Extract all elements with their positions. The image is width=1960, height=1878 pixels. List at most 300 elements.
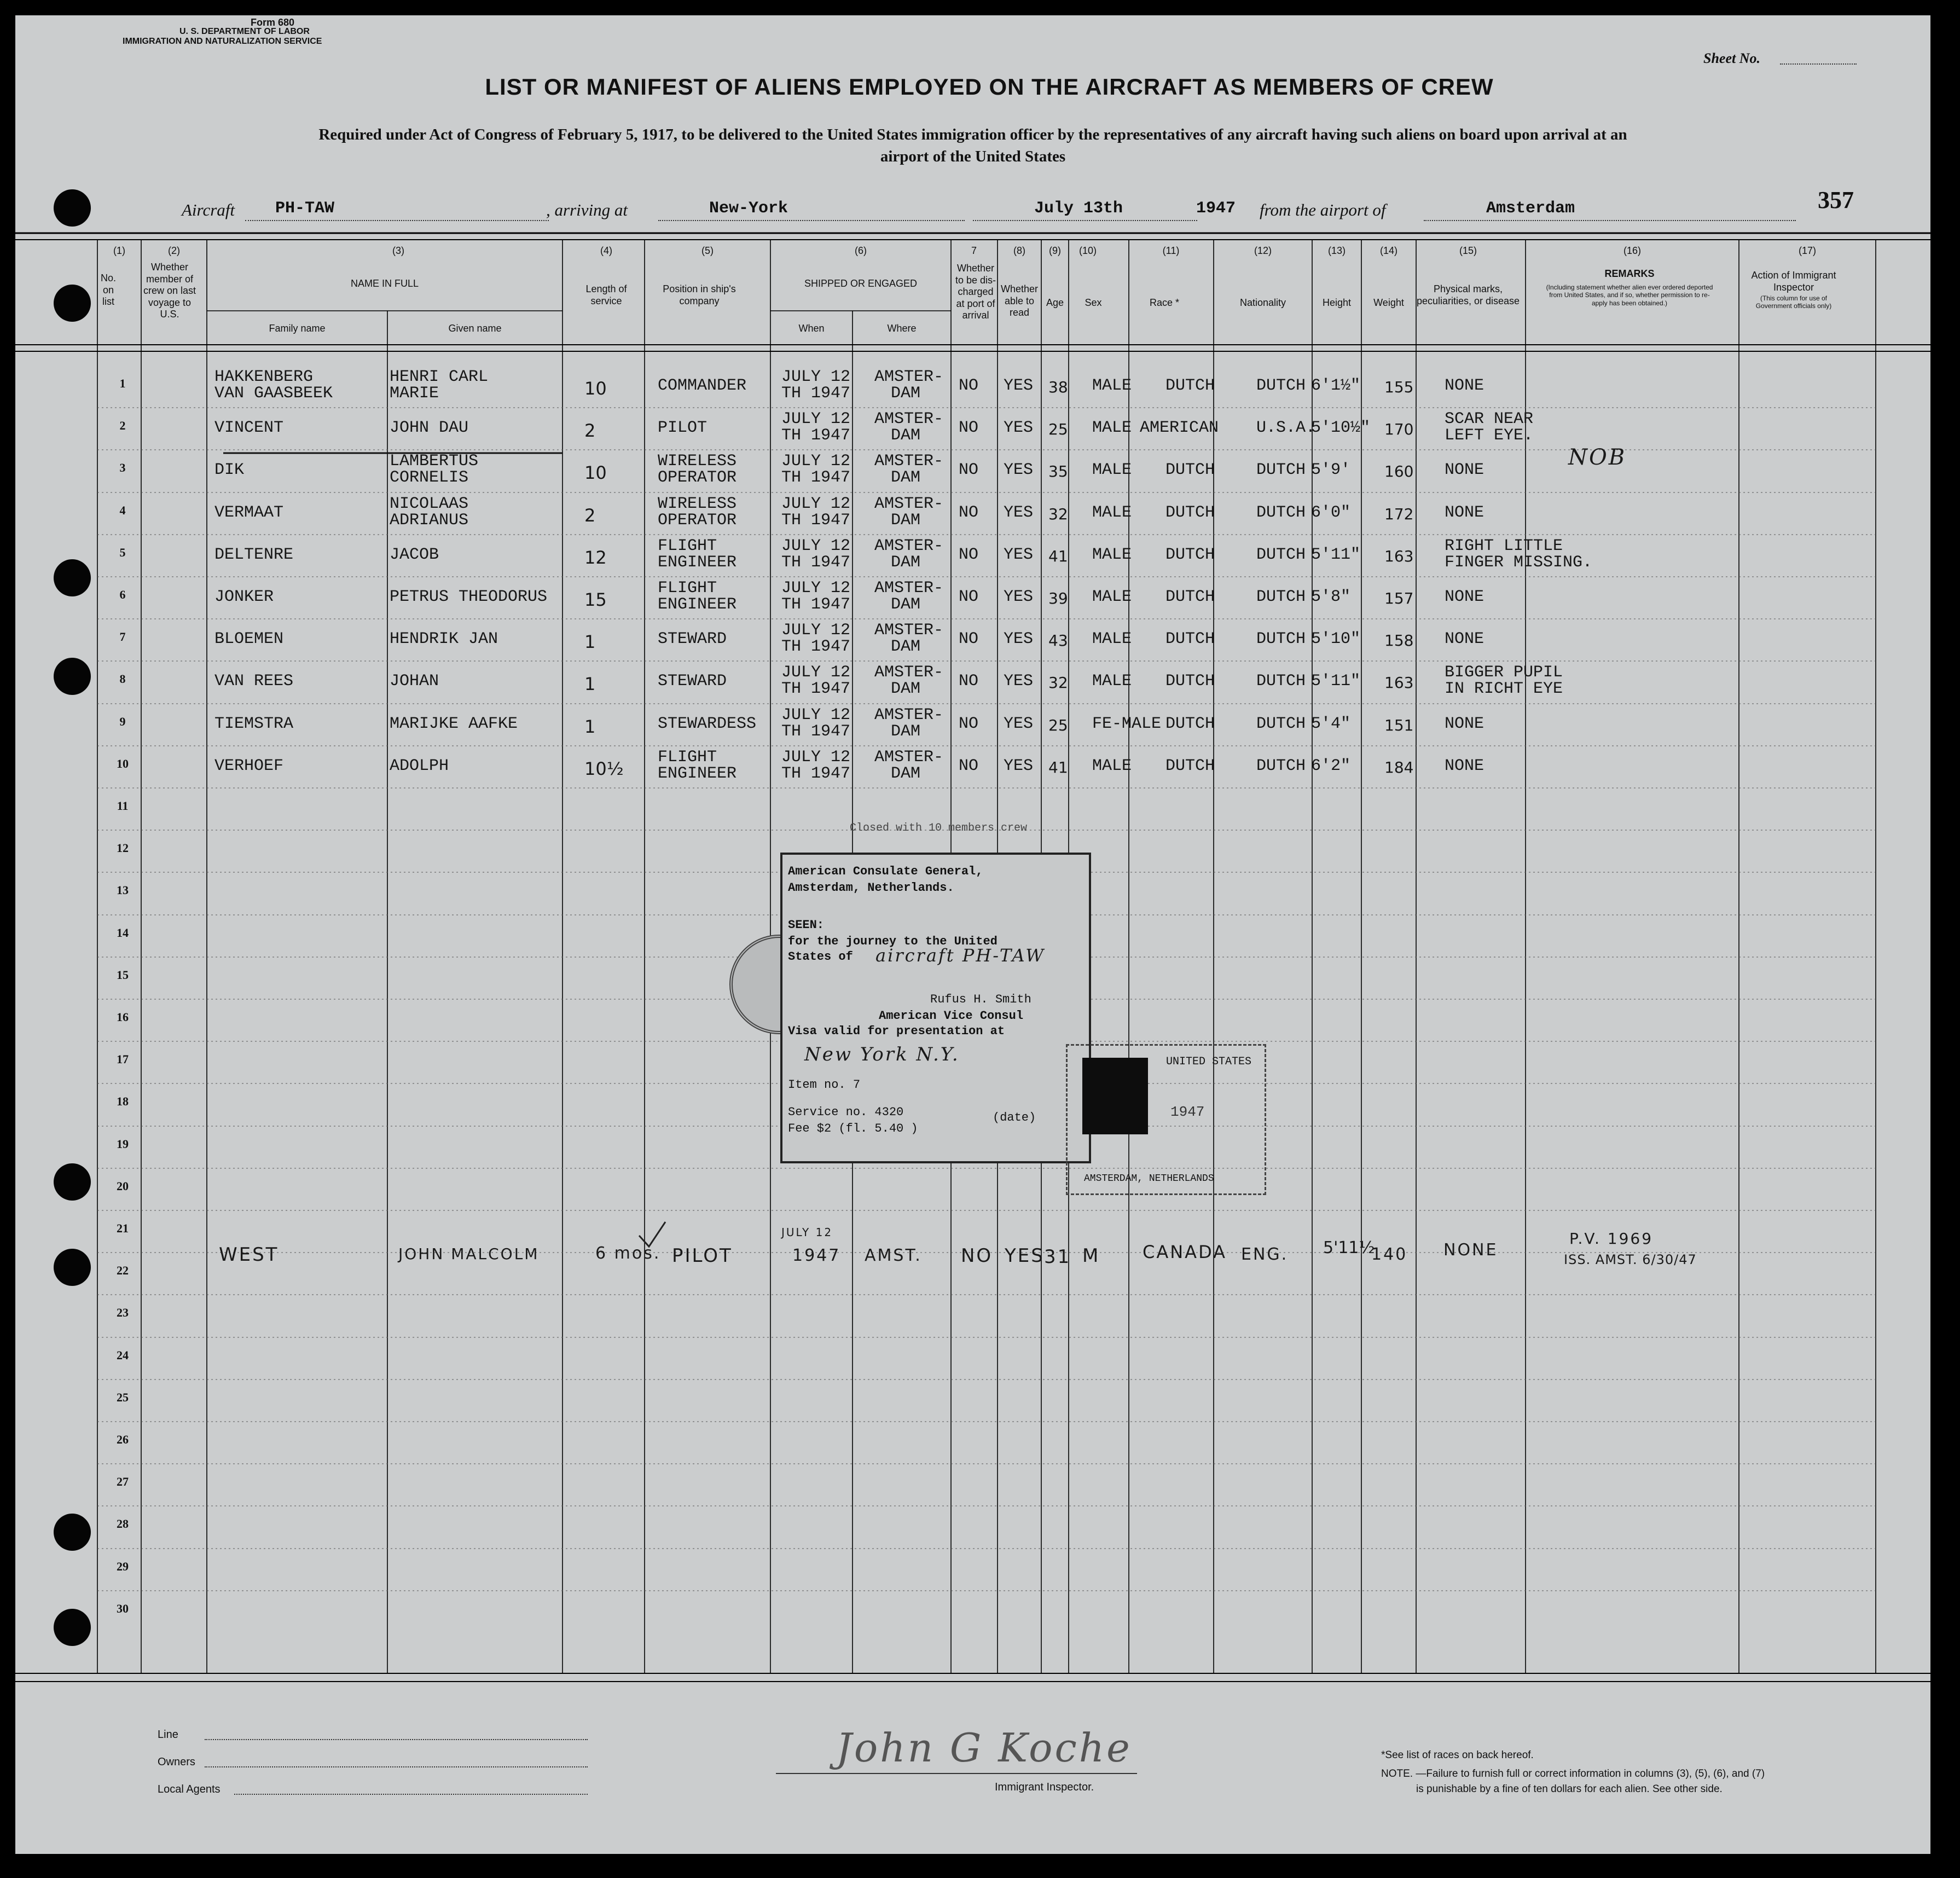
given-name: CORNELIS (390, 468, 469, 487)
line-number: 4 (119, 503, 126, 517)
line-number: 1 (119, 376, 126, 390)
family-name: VAN GAASBEEK (214, 384, 333, 403)
sex: MALE (1092, 419, 1132, 437)
stamp-aircraft-hand: aircraft PH-TAW (875, 945, 1046, 966)
shipped-when: JULY 12 (781, 368, 851, 386)
shipped-where: DAM (891, 468, 921, 487)
age: 25 (1048, 420, 1068, 438)
physical-marks: NONE (1445, 461, 1485, 479)
hand-weight: 140 (1371, 1245, 1408, 1264)
hand-read: YES (1005, 1245, 1045, 1267)
shipped-where: AMSTER- (874, 748, 944, 767)
nationality: DUTCH (1256, 376, 1306, 395)
weight: 160 (1384, 462, 1414, 480)
sex: MALE (1092, 376, 1132, 395)
nationality: DUTCH (1256, 715, 1306, 733)
sex: MALE (1092, 461, 1132, 479)
shipped-when: TH 1947 (781, 680, 851, 698)
length-of-service: 1 (584, 674, 596, 694)
form-title: LIST OR MANIFEST OF ALIENS EMPLOYED ON THE AIRCRAFT AS MEMBERS OF CREW (485, 74, 1494, 100)
given-name: JOHAN (390, 672, 439, 691)
sex: MALE (1092, 503, 1132, 522)
column-number: (9) (1049, 245, 1061, 256)
height: 5'10½" (1311, 419, 1371, 437)
physical-marks: LEFT EYE. (1445, 426, 1534, 445)
able-to-read: YES (1004, 546, 1034, 564)
hdr-when: When (798, 323, 825, 334)
given-name: JACOB (390, 546, 439, 564)
hdr-race: Race * (1149, 297, 1180, 308)
hand-when-2: 1947 (792, 1246, 841, 1265)
weight: 157 (1384, 589, 1414, 607)
shipped-when: TH 1947 (781, 595, 851, 614)
line-number: 19 (117, 1137, 129, 1151)
family-name: VERMAAT (214, 503, 284, 522)
physical-marks: NONE (1445, 715, 1485, 733)
height: 5'10" (1311, 630, 1361, 648)
age: 32 (1048, 505, 1068, 523)
shipped-where: AMSTER- (874, 579, 944, 598)
weight: 155 (1384, 378, 1414, 396)
hdr-shipped: SHIPPED OR ENGAGED (804, 278, 918, 289)
position: WIRELESS (658, 495, 737, 513)
length-of-service: 10½ (584, 758, 624, 779)
column-number: 7 (971, 245, 977, 256)
stamp-visa: Visa valid for presentation at (788, 1024, 1005, 1038)
manifest-sheet (15, 15, 1930, 1854)
position: ENGINEER (658, 595, 737, 614)
discharged: NO (959, 461, 979, 479)
given-name: ADOLPH (390, 757, 449, 775)
age: 35 (1048, 462, 1068, 480)
hand-position: PILOT (672, 1245, 733, 1267)
aircraft-value: PH-TAW (275, 199, 335, 218)
line-number: 20 (117, 1179, 129, 1193)
footer-owners-label: Owners (158, 1756, 195, 1768)
position: STEWARD (658, 630, 727, 648)
able-to-read: YES (1004, 376, 1034, 395)
position: FLIGHT (658, 537, 717, 555)
discharged: NO (959, 546, 979, 564)
discharged: NO (959, 672, 979, 691)
shipped-where: AMSTER- (874, 495, 944, 513)
stamp-journey: for the journey to the United (788, 935, 998, 948)
race: DUTCH (1165, 503, 1215, 522)
line-number: 5 (119, 546, 126, 559)
sex: FE-MALE (1092, 715, 1162, 733)
family-name: DIK (214, 461, 245, 479)
age: 41 (1048, 547, 1068, 565)
hand-remarks-2: ISS. AMST. 6/30/47 (1564, 1252, 1697, 1267)
line-number: 18 (117, 1094, 129, 1108)
age: 38 (1048, 378, 1068, 396)
nationality: DUTCH (1256, 588, 1306, 606)
line-number: 27 (117, 1475, 129, 1488)
hand-family: WEST (219, 1244, 279, 1266)
shipped-when: JULY 12 (781, 621, 851, 640)
sex: MALE (1092, 588, 1132, 606)
stamp-states: States of (788, 950, 853, 964)
hdr-physical: Physical marks, peculiarities, or disease (1416, 283, 1520, 306)
physical-marks: NONE (1445, 757, 1485, 775)
column-number: (16) (1623, 245, 1641, 256)
hand-when-1: JULY 12 (781, 1226, 833, 1239)
footer-note-2: is punishable by a fine of ten dollars for each alien. See other side. (1416, 1783, 1723, 1795)
able-to-read: YES (1004, 715, 1034, 733)
discharged: NO (959, 757, 979, 775)
able-to-read: YES (1004, 630, 1034, 648)
shipped-when: JULY 12 (781, 579, 851, 598)
physical-marks: NONE (1445, 376, 1485, 395)
shipped-when: TH 1947 (781, 384, 851, 403)
race: DUTCH (1165, 757, 1215, 775)
hand-given: JOHN MALCOLM (398, 1245, 540, 1263)
shipped-where: AMSTER- (874, 621, 944, 640)
family-name: HAKKENBERG (214, 368, 314, 386)
shipped-where: DAM (891, 680, 921, 698)
hand-physical: NONE (1443, 1241, 1498, 1260)
form-subtitle-2: airport of the United States (880, 148, 1066, 165)
age: 41 (1048, 758, 1068, 776)
nationality: DUTCH (1256, 461, 1306, 479)
family-name: DELTENRE (214, 546, 294, 564)
family-name: BLOEMEN (214, 630, 284, 648)
nationality: DUTCH (1256, 757, 1306, 775)
position: OPERATOR (658, 511, 737, 530)
shipped-when: TH 1947 (781, 468, 851, 487)
inspector-label: Immigrant Inspector. (995, 1781, 1094, 1793)
shipped-where: AMSTER- (874, 452, 944, 471)
hand-height: 5'11½ (1323, 1238, 1375, 1257)
nationality: DUTCH (1256, 630, 1306, 648)
races-note: *See list of races on back hereof. (1381, 1749, 1534, 1761)
discharged: NO (959, 503, 979, 522)
hand-race: CANADA (1143, 1242, 1227, 1262)
height: 5'11" (1311, 546, 1361, 564)
weight: 163 (1384, 674, 1414, 692)
height: 5'9' (1311, 461, 1351, 479)
shipped-where: DAM (891, 426, 921, 445)
page-number: 357 (1818, 187, 1854, 213)
hdr-age: Age (1046, 297, 1064, 308)
given-name: HENDRIK JAN (390, 630, 498, 648)
height: 6'0" (1311, 503, 1351, 522)
shipped-where: DAM (891, 384, 921, 403)
form-subtitle-1: Required under Act of Congress of February 5, 1917, to be delivered to the United States immigration officer by the representatives of any aircraft having such aliens on board upon arrival at an (318, 126, 1627, 143)
sheet-label: Sheet No. (1703, 50, 1760, 66)
sex: MALE (1092, 546, 1132, 564)
length-of-service: 2 (584, 505, 596, 526)
shipped-when: JULY 12 (781, 706, 851, 724)
position: STEWARDESS (658, 715, 757, 733)
stamp-line1: American Consulate General, (788, 865, 983, 878)
hand-sex: M (1082, 1245, 1100, 1267)
hand-nationality: ENG. (1241, 1245, 1289, 1264)
nationality: DUTCH (1256, 672, 1306, 691)
line-number: 2 (119, 419, 126, 432)
family-name: TIEMSTRA (214, 715, 294, 733)
inspector-signature: John G Koche (836, 1725, 1132, 1771)
weight: 158 (1384, 631, 1414, 650)
race: DUTCH (1165, 672, 1215, 691)
race: DUTCH (1165, 715, 1215, 733)
length-of-service: 12 (584, 547, 607, 568)
given-name: JOHN DAU (390, 419, 469, 437)
fee-stamp-footer: AMSTERDAM, NETHERLANDS (1084, 1173, 1214, 1184)
sex: MALE (1092, 757, 1132, 775)
footer-note: NOTE. —Failure to furnish full or correct information in columns (3), (5), (6), and (7) (1381, 1768, 1765, 1780)
column-number: (5) (701, 245, 714, 256)
line-number: 29 (117, 1560, 129, 1573)
physical-marks: SCAR NEAR (1445, 410, 1534, 428)
shipped-where: DAM (891, 595, 921, 614)
hdr-action-note: (This column for use of Government officials only) (1755, 294, 1832, 310)
nationality: DUTCH (1256, 503, 1306, 522)
line-number: 7 (119, 630, 126, 644)
hand-discharged: NO (961, 1245, 993, 1267)
given-name: MARIE (390, 384, 439, 403)
shipped-when: TH 1947 (781, 553, 851, 572)
line-number: 6 (119, 588, 126, 601)
age: 32 (1048, 674, 1068, 692)
family-name: VAN REES (214, 672, 294, 691)
race: AMERICAN (1140, 419, 1219, 437)
height: 5'11" (1311, 672, 1361, 691)
able-to-read: YES (1004, 757, 1034, 775)
column-number: (12) (1254, 245, 1272, 256)
discharged: NO (959, 376, 979, 395)
footer-line-label: Line (158, 1729, 178, 1741)
sex: MALE (1092, 630, 1132, 648)
from-airport: Amsterdam (1486, 199, 1575, 218)
line-number: 14 (117, 926, 129, 940)
stamp-service: Service no. 4320 (788, 1105, 904, 1119)
race: DUTCH (1165, 461, 1215, 479)
fee-stamp-header: UNITED STATES (1166, 1056, 1252, 1068)
hdr-read: Whether able to read (1000, 283, 1039, 318)
column-number: (13) (1327, 245, 1346, 256)
position: STEWARD (658, 672, 727, 691)
position: FLIGHT (658, 748, 717, 767)
height: 6'2" (1311, 757, 1351, 775)
age: 25 (1048, 716, 1068, 734)
arrival-year: 1947 (1196, 199, 1236, 218)
fee-stamp-year: 1947 (1170, 1104, 1205, 1120)
hdr-length: Length of service (585, 283, 627, 306)
line-number: 10 (117, 757, 129, 770)
weight: 170 (1384, 420, 1414, 438)
department: U. S. DEPARTMENT OF LABOR (179, 27, 310, 36)
family-name: VERHOEF (214, 757, 284, 775)
shipped-when: TH 1947 (781, 426, 851, 445)
shipped-where: AMSTER- (874, 706, 944, 724)
stamp-date: (date) (993, 1111, 1036, 1125)
stamp-fee: Fee $2 (fl. 5.40 ) (788, 1122, 918, 1135)
column-number: (3) (392, 245, 404, 256)
given-name: LAMBERTUS (390, 452, 479, 471)
line-number: 17 (117, 1052, 129, 1066)
weight: 184 (1384, 758, 1414, 776)
length-of-service: 1 (584, 716, 596, 737)
hdr-sex: Sex (1085, 297, 1102, 308)
weight: 163 (1384, 547, 1414, 565)
arriving-label: , arriving at (546, 200, 628, 219)
length-of-service: 10 (584, 462, 607, 483)
line-number: 9 (119, 715, 126, 728)
column-number: (1) (113, 245, 125, 256)
line-number: 12 (117, 841, 129, 855)
shipped-when: TH 1947 (781, 722, 851, 741)
sex: MALE (1092, 672, 1132, 691)
hdr-action: Action of Immigrant Inspector (1751, 270, 1836, 293)
stamp-officer: Rufus H. Smith (930, 993, 1031, 1006)
from-label: from the airport of (1260, 200, 1386, 219)
hdr-name: NAME IN FULL (350, 278, 419, 289)
height: 5'4" (1311, 715, 1351, 733)
discharged: NO (959, 419, 979, 437)
closed-note: Closed with 10 members crew (850, 822, 1028, 834)
age: 43 (1048, 631, 1068, 650)
line-number: 30 (117, 1602, 129, 1615)
hdr-remarks: REMARKS (1604, 268, 1655, 279)
hdr-height: Height (1322, 297, 1352, 308)
service: IMMIGRATION AND NATURALIZATION SERVICE (123, 37, 322, 46)
stamp-place-hand: New York N.Y. (804, 1044, 960, 1065)
length-of-service: 2 (584, 420, 596, 441)
able-to-read: YES (1004, 672, 1034, 691)
line-number: 25 (117, 1390, 129, 1404)
weight: 172 (1384, 505, 1414, 523)
position: WIRELESS (658, 452, 737, 471)
discharged: NO (959, 715, 979, 733)
hdr-remarks-note: (Including statement whether alien ever ordered deported from United States, and if so, whether permission to re-apply has been obtained.) (1546, 283, 1713, 307)
able-to-read: YES (1004, 461, 1034, 479)
form-number: Form 680 (251, 17, 295, 28)
hand-length: 6 mos. (595, 1244, 661, 1263)
family-name: JONKER (214, 588, 274, 606)
line-number: 13 (117, 883, 129, 897)
stamp-title: American Vice Consul (879, 1009, 1024, 1023)
shipped-where: DAM (891, 511, 921, 530)
position: FLIGHT (658, 579, 717, 598)
hdr-position: Position in ship's company (663, 283, 736, 306)
shipped-when: JULY 12 (781, 663, 851, 682)
revenue-stamp-icon (1082, 1058, 1148, 1134)
shipped-when: JULY 12 (781, 537, 851, 555)
arriving-value: New-York (709, 199, 788, 218)
hdr-no: No. on list (100, 273, 116, 308)
column-number: (4) (600, 245, 612, 256)
shipped-where: AMSTER- (874, 368, 944, 386)
shipped-when: JULY 12 (781, 410, 851, 428)
column-number: (17) (1798, 245, 1816, 256)
nationality: U.S.A. (1256, 419, 1316, 437)
given-name: MARIJKE AAFKE (390, 715, 518, 733)
column-number: (14) (1379, 245, 1397, 256)
hdr-discharged: Whether to be dis-charged at port of arrival (955, 263, 996, 321)
shipped-when: JULY 12 (781, 452, 851, 471)
weight: 151 (1384, 716, 1414, 734)
able-to-read: YES (1004, 503, 1034, 522)
stamp-seen: SEEN: (788, 918, 825, 932)
physical-marks: FINGER MISSING. (1445, 553, 1593, 572)
hdr-member: Whether member of crew on last voyage to U.S. (143, 262, 196, 320)
hand-remarks-1: P.V. 1969 (1569, 1230, 1654, 1248)
shipped-where: DAM (891, 722, 921, 741)
line-number: 11 (117, 799, 129, 813)
shipped-where: AMSTER- (874, 410, 944, 428)
family-name: VINCENT (214, 419, 284, 437)
race: DUTCH (1165, 546, 1215, 564)
shipped-where: DAM (891, 764, 921, 783)
column-number: (15) (1459, 245, 1477, 256)
column-number: (2) (168, 245, 180, 256)
column-number: (11) (1162, 245, 1180, 256)
hdr-nationality: Nationality (1239, 297, 1286, 308)
line-number: 3 (119, 461, 126, 474)
line-number: 21 (117, 1221, 129, 1235)
able-to-read: YES (1004, 419, 1034, 437)
given-name: PETRUS THEODORUS (390, 588, 548, 606)
line-number: 24 (117, 1348, 129, 1362)
age: 39 (1048, 589, 1068, 607)
line-number: 8 (119, 672, 126, 686)
hdr-where: Where (887, 323, 917, 334)
column-number: (10) (1078, 245, 1097, 256)
shipped-where: AMSTER- (874, 663, 944, 682)
line-number: 23 (117, 1306, 129, 1319)
line-number: 15 (117, 968, 129, 982)
given-name: NICOLAAS (390, 495, 469, 513)
height: 6'1½" (1311, 376, 1361, 395)
nationality: DUTCH (1256, 546, 1306, 564)
hand-age: 31 (1044, 1246, 1071, 1268)
arrival-date: July 13th (1034, 199, 1123, 218)
given-name: ADRIANUS (390, 511, 469, 530)
race: DUTCH (1165, 588, 1215, 606)
footer-agents-label: Local Agents (158, 1783, 221, 1795)
line-number: 22 (117, 1263, 129, 1277)
hdr-family: Family name (269, 323, 326, 334)
shipped-where: DAM (891, 637, 921, 656)
consulate-stamp (780, 853, 1091, 1163)
physical-marks: BIGGER PUPIL (1445, 663, 1563, 682)
hand-where: AMST. (865, 1246, 922, 1265)
discharged: NO (959, 630, 979, 648)
discharged: NO (959, 588, 979, 606)
height: 5'8" (1311, 588, 1351, 606)
line-number: 26 (117, 1433, 129, 1446)
position: COMMANDER (658, 376, 747, 395)
length-of-service: 1 (584, 631, 596, 652)
shipped-when: JULY 12 (781, 495, 851, 513)
race: DUTCH (1165, 630, 1215, 648)
physical-marks: NONE (1445, 503, 1485, 522)
shipped-where: DAM (891, 553, 921, 572)
line-number: 28 (117, 1517, 129, 1531)
given-name: HENRI CARL (390, 368, 489, 386)
length-of-service: 15 (584, 589, 607, 610)
hdr-weight: Weight (1373, 297, 1404, 308)
physical-marks: RIGHT LITTLE (1445, 537, 1563, 555)
row2-remark: NOB (1568, 445, 1627, 470)
line-number: 16 (117, 1010, 129, 1024)
shipped-where: AMSTER- (874, 537, 944, 555)
shipped-when: TH 1947 (781, 764, 851, 783)
able-to-read: YES (1004, 588, 1034, 606)
position: PILOT (658, 419, 708, 437)
stamp-item: Item no. 7 (788, 1078, 861, 1092)
